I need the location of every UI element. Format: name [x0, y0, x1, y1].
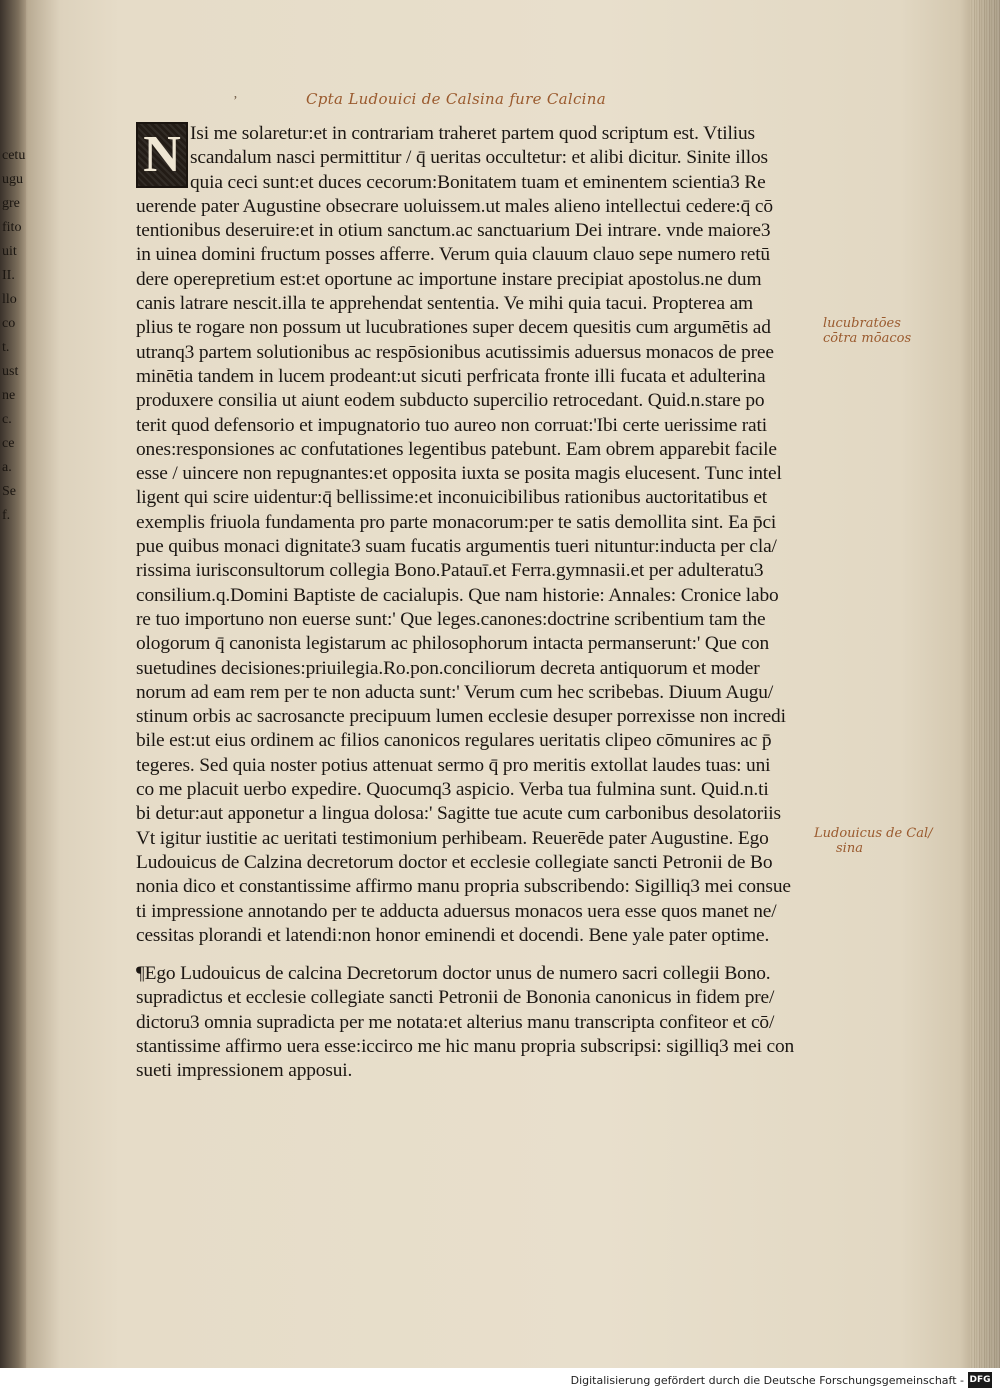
margin-note-lucubrationes: [823, 316, 911, 346]
left-page-text-fragment: Se: [2, 484, 16, 499]
left-page-text-fragment: f.: [2, 508, 11, 523]
text-line: terit quod defensorio et impugnatorio tuo aureo non corruat:'Ibi certe uerissime rati: [136, 414, 767, 436]
closing-text-line: sueti impressionem apposui.: [136, 1060, 353, 1082]
left-page-text-fragment: ust: [2, 364, 19, 379]
text-line: plius te rogare non possum ut lucubrationes super decem quesitis cum argumētis ad: [136, 317, 771, 339]
page-stack-edge: [970, 0, 1000, 1368]
text-line: in uinea domini fructum posses afferre. Verum quia clauum clauo sepe numero retū: [136, 244, 770, 266]
left-page-text-fragment: uit: [2, 244, 17, 259]
text-line: exemplis friuola fundamenta pro parte monacorum:per te satis demollita sint. Ea p̄ci: [136, 511, 777, 533]
margin-note-line: cōtra mōacos: [823, 331, 912, 346]
left-page-edge: [0, 0, 26, 1368]
text-line: ologorum q̄ canonista legistarum ac philosophorum intacta permanserunt:' Que con: [136, 633, 769, 655]
left-page-text-fragment: cetu: [2, 148, 26, 163]
footer-credit: Digitalisierung gefördert durch die Deutsche Forschungsgemeinschaft -: [570, 1374, 964, 1387]
left-page-text-fragment: co: [2, 316, 16, 331]
closing-text-line: supradictus et ecclesie collegiate sancti Petronii de Bononia canonicus in fidem pre/: [136, 987, 775, 1009]
closing-text-line: ¶Ego Ludouicus de calcina Decretorum doctor unus de numero sacri collegii Bono.: [136, 963, 771, 985]
text-line: produxere consilia ut aiunt eodem subducto supercilio retrocedant. Quid.n.stare po: [136, 390, 765, 412]
text-line: ligent qui scire uidentur:q̄ bellissime:et inconuicibilibus rationibus auctoritatibus et: [136, 487, 768, 509]
margin-note-line: sina: [836, 841, 863, 856]
text-line: uerende pater Augustine obsecrare uoluissem.ut males alieno intellectui cedere:q̄ cō: [136, 195, 773, 217]
text-line: tegeres. Sed quia noster potius attenuat sermo q̄ pro meritis extollat laudes tuas: uni: [136, 754, 771, 776]
left-page-text-fragment: gre: [2, 196, 20, 211]
left-page-text-fragment: II.: [2, 268, 15, 283]
text-line: bile est:ut eius ordinem ac filios canonicos regulares ueritatis clipeo cōmunires ac p̄: [136, 730, 772, 752]
text-line: suetudines decisiones:priuilegia.Ro.pon.conciliorum decreta antiquorum et moder: [136, 657, 760, 679]
left-page-text-fragment: fito: [2, 220, 22, 235]
text-line: minētia tandem in lucem prodeant:ut sicuti perfricata fronte illi fucata et adulterina: [136, 365, 766, 387]
text-line: ti impressione annotando per te adducta aduersus monacos uera esse quos manet ne/: [136, 900, 777, 922]
margin-note-ludouicus: [814, 826, 933, 856]
text-line: canis latrare nescit.illa te apprehendat sententia. Ve mihi quia tacui. Propterea am: [136, 293, 753, 315]
footer-bar: [0, 1368, 1000, 1392]
text-line: utranq3 partem solutionibus ac respōsionibus acutissimis aduersus monacos de pree: [136, 341, 774, 363]
text-line: nonia dico et constantissime affirmo manu propria subscribendo: Sigilliq3 mei consue: [136, 876, 791, 898]
text-line: rissima iurisconsultorum collegia Bono.Patauī.et Ferra.gymnasii.et per adulteratu3: [136, 560, 764, 582]
text-line: bi detur:aut apponetur a lingua dolosa:' Sagitte tue acute cum carbonibus desolatoriis: [136, 803, 781, 825]
decorated-initial: [136, 122, 188, 188]
paragraph-gap: [136, 948, 844, 962]
text-line: norum ad eam rem per te non aducta sunt:' Verum cum hec scribebas. Diuum Augu/: [136, 681, 774, 703]
left-page-text-fragment: c.: [2, 412, 12, 427]
initial-letter: N: [143, 126, 181, 183]
text-line: quia ceci sunt:et duces cecorum:Bonitatem tuam et eminentem scientia3 Re: [190, 171, 766, 193]
text-line: co me placuit uerbo expedire. Quocumq3 aspicio. Verba tua fulmina sunt. Quid.n.ti: [136, 779, 769, 801]
closing-text-line: dictoru3 omnia supradicta per me notata:et alterius manu transcripta confiteor et cō/: [136, 1011, 775, 1033]
text-line: dere operepretium est:et oportune ac importune instare precipiat apostolus.ne dum: [136, 268, 762, 290]
text-line: esse / uincere non repugnantes:et opposita iuxta se posita magis elucesent. Tunc intel: [136, 463, 782, 485]
text-line: Isi me solaretur:et in contrariam traheret partem quod scriptum est. Vtilius: [190, 123, 755, 144]
text-line: re tuo importuno non euerse sunt:' Que leges.canones:doctrine scribentium tam the: [136, 608, 766, 630]
left-page-text-fragment: ne: [2, 388, 16, 403]
text-line: Vt igitur iustitie ac ueritati testimonium perhibeam. Reuerēde pater Augustine. Ego: [136, 827, 769, 849]
head-mark: ʼ: [233, 94, 238, 109]
left-page-text-fragment: ce: [2, 436, 15, 451]
text-line: Ludouicus de Calzina decretorum doctor et ecclesie collegiate sancti Petronii de Bo: [136, 851, 773, 873]
closing-text-line: stantissime affirmo uera esse:iccirco me hic manu propria subscripsi: sigilliq3 mei con: [136, 1035, 795, 1057]
dfg-logo-icon: DFG: [968, 1372, 992, 1388]
main-text-block: [136, 122, 844, 1084]
closing-paragraph: [136, 962, 844, 1083]
text-line: consilium.q.Domini Baptiste de cacialupis. Que nam historie: Annales: Cronice labo: [136, 584, 779, 606]
right-page: [28, 6, 970, 1368]
text-line: scandalum nasci permittitur / q̄ ueritas occultetur: et alibi dicitur. Sinite illos: [190, 147, 768, 169]
text-line: pue quibus monaci dignitate3 suam fucatis argumentis tueri nituntur:inducta per cla/: [136, 536, 777, 558]
body-text: [136, 122, 844, 948]
text-line: ones:responsiones ac confutationes legentibus patebunt. Eam obrem apparebit facile: [136, 438, 777, 460]
left-page-text-fragment: llo: [2, 292, 17, 307]
margin-note-line: lucubratōes: [823, 316, 901, 331]
left-page-text-fragment: a.: [2, 460, 12, 475]
margin-note-line: Ludouicus de Cal/: [814, 826, 933, 841]
left-page-text-fragment: ugu: [2, 172, 23, 187]
header-handwritten-note: Cpta Ludouici de Calsina fure Calcina: [306, 90, 606, 108]
left-page-text-fragment: t.: [2, 340, 10, 355]
text-line: cessitas plorandi et latendi:non honor eminendi et docendi. Bene yale pater optime.: [136, 924, 770, 946]
text-line: stinum orbis ac sacrosancte precipuum lumen ecclesie desuper porrexisse non incredi: [136, 706, 786, 728]
text-line: tentionibus deseruire:et in otium sanctum.ac sanctuarium Dei intrare. vnde maiore3: [136, 220, 771, 242]
